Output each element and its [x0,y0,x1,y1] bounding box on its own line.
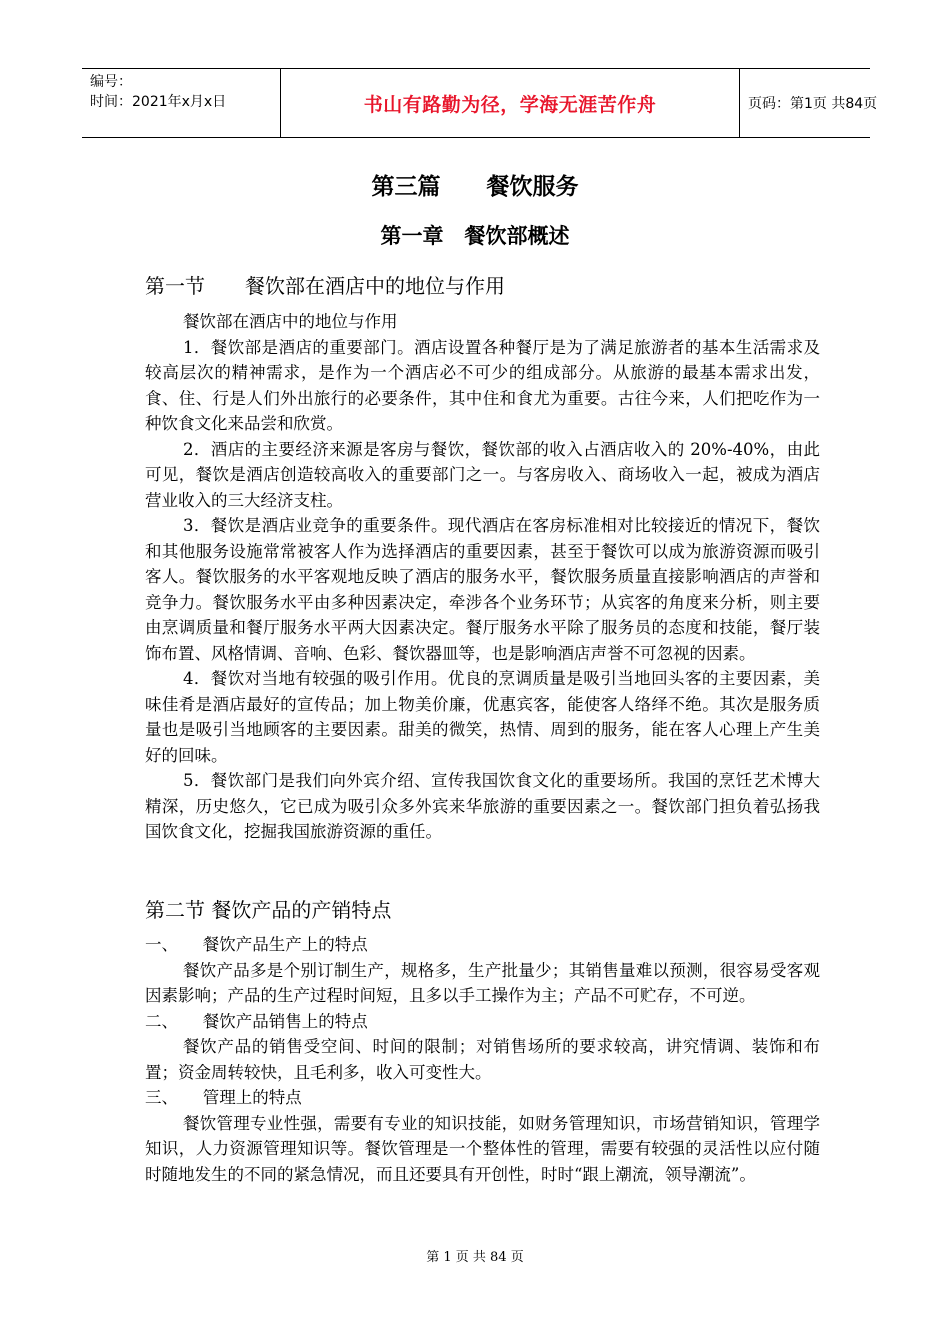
number-label: 编号： [90,74,132,90]
header-motto: 书山有路勤为径，学海无涯苦作舟 [280,69,740,137]
paragraph: 5．餐饮部门是我们向外宾介绍、宣传我国饮食文化的重要场所。我国的烹饪艺术博大精深，历史悠久，它已成为吸引众多外宾来华旅游的重要因素之一。餐饮部门担负着弘扬我国饮食文化，挖掘我国旅游资源的重任。 [145,771,820,841]
page-header [82,68,878,138]
paragraph: 餐饮部在酒店中的地位与作用 [182,312,398,331]
paragraph: 餐饮管理专业性强，需要有专业的知识技能，如财务管理知识，市场营销知识，管理学知识，人力资源管理知识等。餐饮管理是一个整体性的管理，需要有较强的灵活性以应付随时随地发生的不同的紧急情况，而且还要具有开创性，时时“跟上潮流，领导潮流”。 [145,1113,820,1184]
paragraph: 餐饮产品的销售受空间、时间的限制；对销售场所的要求较高，讲究情调、装饰和布置；资金周转较快，且毛利多，收入可变性大。 [145,1037,820,1082]
paragraph: 餐饮产品多是个别订制生产，规格多，生产批量少；其销售量难以预测，很容易受客观因素影响；产品的生产过程时间短，且多以手工操作为主；产品不可贮存，不可逆。 [145,960,820,1005]
paragraph: 4．餐饮对当地有较强的吸引作用。优良的烹调质量是吸引当地回头客的主要因素，美味佳肴是酒店最好的宣传品；加上物美价廉，优惠宾客，能使客人络绎不绝。其次是服务质量也是吸引当地顾客的主要因素。甜美的微笑，热情、周到的服务，能在客人心理上产生美好的回味。 [145,669,820,765]
subsection-heading: 二、 餐饮产品销售上的特点 [145,1011,368,1031]
header-meta [82,69,280,137]
subsection-heading: 一、 餐饮产品生产上的特点 [145,935,368,954]
paragraph: 2．酒店的主要经济来源是客房与餐饮，餐饮部的收入占酒店收入的 20%-40%，由此可见，餐饮是酒店创造较高收入的重要部门之一。与客房收入、商场收入一起，被成为酒店营业收入的三大经济支柱。 [145,439,820,510]
paragraph: 1．餐饮部是酒店的重要部门。酒店设置各种餐厅是为了满足旅游者的基本生活需求及较高层次的精神需求，是作为一个酒店必不可少的组成部分。从旅游的最基本需求出发，食、住、行是人们外出旅行的必要条件，其中住和食尤为重要。古往今来，人们把吃作为一种饮食文化来品尝和欣赏。 [145,337,820,433]
section1-body [145,309,820,845]
page-footer: 第 1 页 共 84 页 [426,1250,524,1265]
section1-heading: 第一节 餐饮部在酒店中的地位与作用 [145,274,505,298]
time-label: 时间：2021年x月x日 [90,94,227,110]
section2-heading: 第二节 餐饮产品的产销特点 [145,898,392,922]
subsection-heading: 三、 管理上的特点 [145,1088,302,1107]
section2-body [145,932,820,1187]
header-page-info: 页码：第1页 共84页 [748,96,878,112]
part-title: 第三篇 餐饮服务 [371,174,579,200]
chapter-title: 第一章 餐饮部概述 [380,224,570,248]
paragraph: 3．餐饮是酒店业竞争的重要条件。现代酒店在客房标准相对比较接近的情况下，餐饮和其他服务设施常常被客人作为选择酒店的重要因素，甚至于餐饮可以成为旅游资源而吸引客人。餐饮服务的水平客观地反映了酒店的服务水平，餐饮服务质量直接影响酒店的声誉和竞争力。餐饮服务水平由多种因素决定，牵涉各个业务环节；从宾客的角度来分析，则主要由烹调质量和餐厅服务水平两大因素决定。餐厅服务水平除了服务员的态度和技能，餐厅装饰布置、风格情调、音响、色彩、餐饮器皿等，也是影响酒店声誉不可忽视的因素。 [145,516,820,663]
